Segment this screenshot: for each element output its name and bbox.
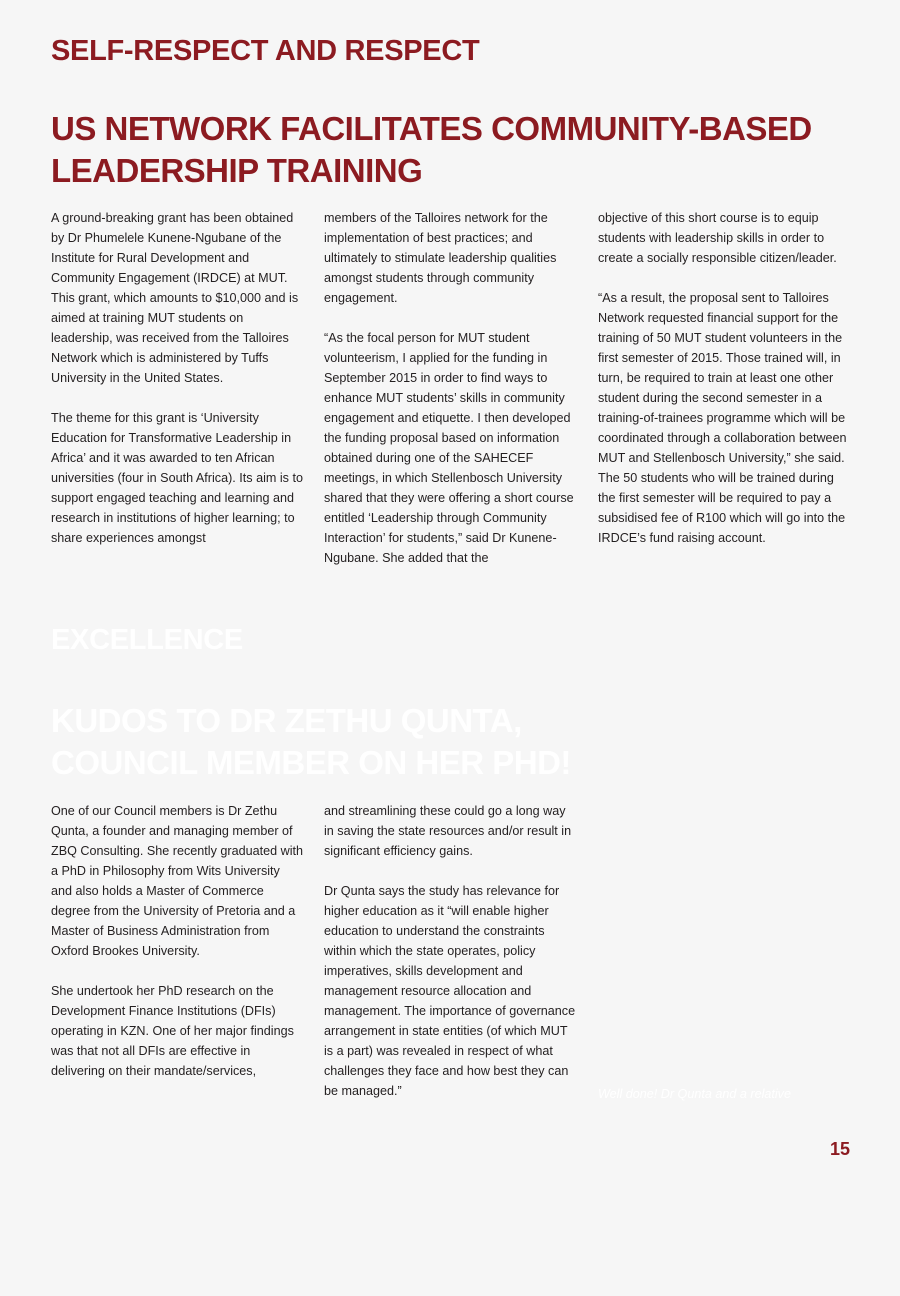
paragraph: “As a result, the proposal sent to Talloires Network requested financial support for the training of 50 MUT student volunteers in the first semester of 2015. Those trained will, in turn, be required to train at least one other student during the second semester in a training-of-trainees programme which will be coordinated through a collaboration between MUT and Stellenbosch University,” she said. The 50 students who will be trained during the first semester will be required to pay a subsidised fee of R100 which will go into the IRDCE’s fund raising account. <box>598 291 847 545</box>
article2-column-1 <box>51 801 303 1081</box>
headline-line-2: COUNCIL MEMBER ON HER PHD! <box>51 744 571 781</box>
headline-line-2: LEADERSHIP TRAINING <box>51 152 423 189</box>
article1-column-1 <box>51 208 303 548</box>
page-number: 15 <box>829 1139 850 1159</box>
headline-line-1: US NETWORK FACILITATES COMMUNITY-BASED <box>51 110 812 147</box>
paragraph: A ground-breaking grant has been obtained by Dr Phumelele Kunene-Ngubane of the Institute for Rural Development and Community Engagement (IRDCE) at MUT. This grant, which amounts to $10,000 and is aimed at training MUT students on leadership, was received from the Talloires Network which is administered by Tuffs University in the United States. <box>51 211 299 385</box>
headline-line-1: KUDOS TO DR ZETHU QUNTA, <box>51 702 522 739</box>
paragraph: Dr Qunta says the study has relevance for higher education as it “will enable higher education to understand the constraints within which the state operates, policy imperatives, skills development and management resource allocation and management. The importance of governance arrangement in state entities (of which MUT is a part) was revealed in respect of what challenges they face and how best they can be managed.” <box>324 884 576 1098</box>
paragraph: members of the Talloires network for the implementation of best practices; and ultimately to stimulate leadership qualities amongst students through community engagement. <box>324 211 557 305</box>
section-label-excellence: EXCELLENCE <box>51 624 243 656</box>
article-headline-us-network <box>51 108 851 192</box>
paragraph: She undertook her PhD research on the Development Finance Institutions (DFIs) operating in KZN. One of her major findings was that not all DFIs are effective in delivering on their mandate/services, <box>51 984 294 1078</box>
paragraph: objective of this short course is to equip students with leadership skills in order to create a socially responsible citizen/leader. <box>598 211 837 265</box>
paragraph: One of our Council members is Dr Zethu Qunta, a founder and managing member of ZBQ Consulting. She recently graduated with a PhD in Philosophy from Wits University and also holds a Master of Commerce degree from the University of Pretoria and a Master of Business Administration from Oxford Brookes University. <box>51 804 304 958</box>
paragraph: and streamlining these could go a long way in saving the state resources and/or result in significant efficiency gains. <box>324 804 572 858</box>
article-headline-kudos <box>51 700 851 784</box>
article2-column-2 <box>324 801 576 1101</box>
photo-caption: Well done! Dr Qunta and a relative <box>598 1087 791 1101</box>
paragraph: The theme for this grant is ‘University Education for Transformative Leadership in Africa’ and it was awarded to ten African universities (four in South Africa). Its aim is to support engaged teaching and learning and research in institutions of higher learning; to share experiences amongst <box>51 411 303 545</box>
article1-column-2 <box>324 208 576 568</box>
article1-column-3 <box>598 208 850 548</box>
paragraph: “As the focal person for MUT student volunteerism, I applied for the funding in September 2015 in order to find ways to enhance MUT students’ skills in community engagement and etiquette. I then developed the funding proposal based on information obtained during one of the SAHECEF meetings, in which Stellenbosch University shared that they were offering a short course entitled ‘Leadership through Community Interaction’ for students,” said Dr Kunene-Ngubane. She added that the <box>324 331 574 565</box>
section-label-self-respect: SELF-RESPECT AND RESPECT <box>51 35 480 67</box>
